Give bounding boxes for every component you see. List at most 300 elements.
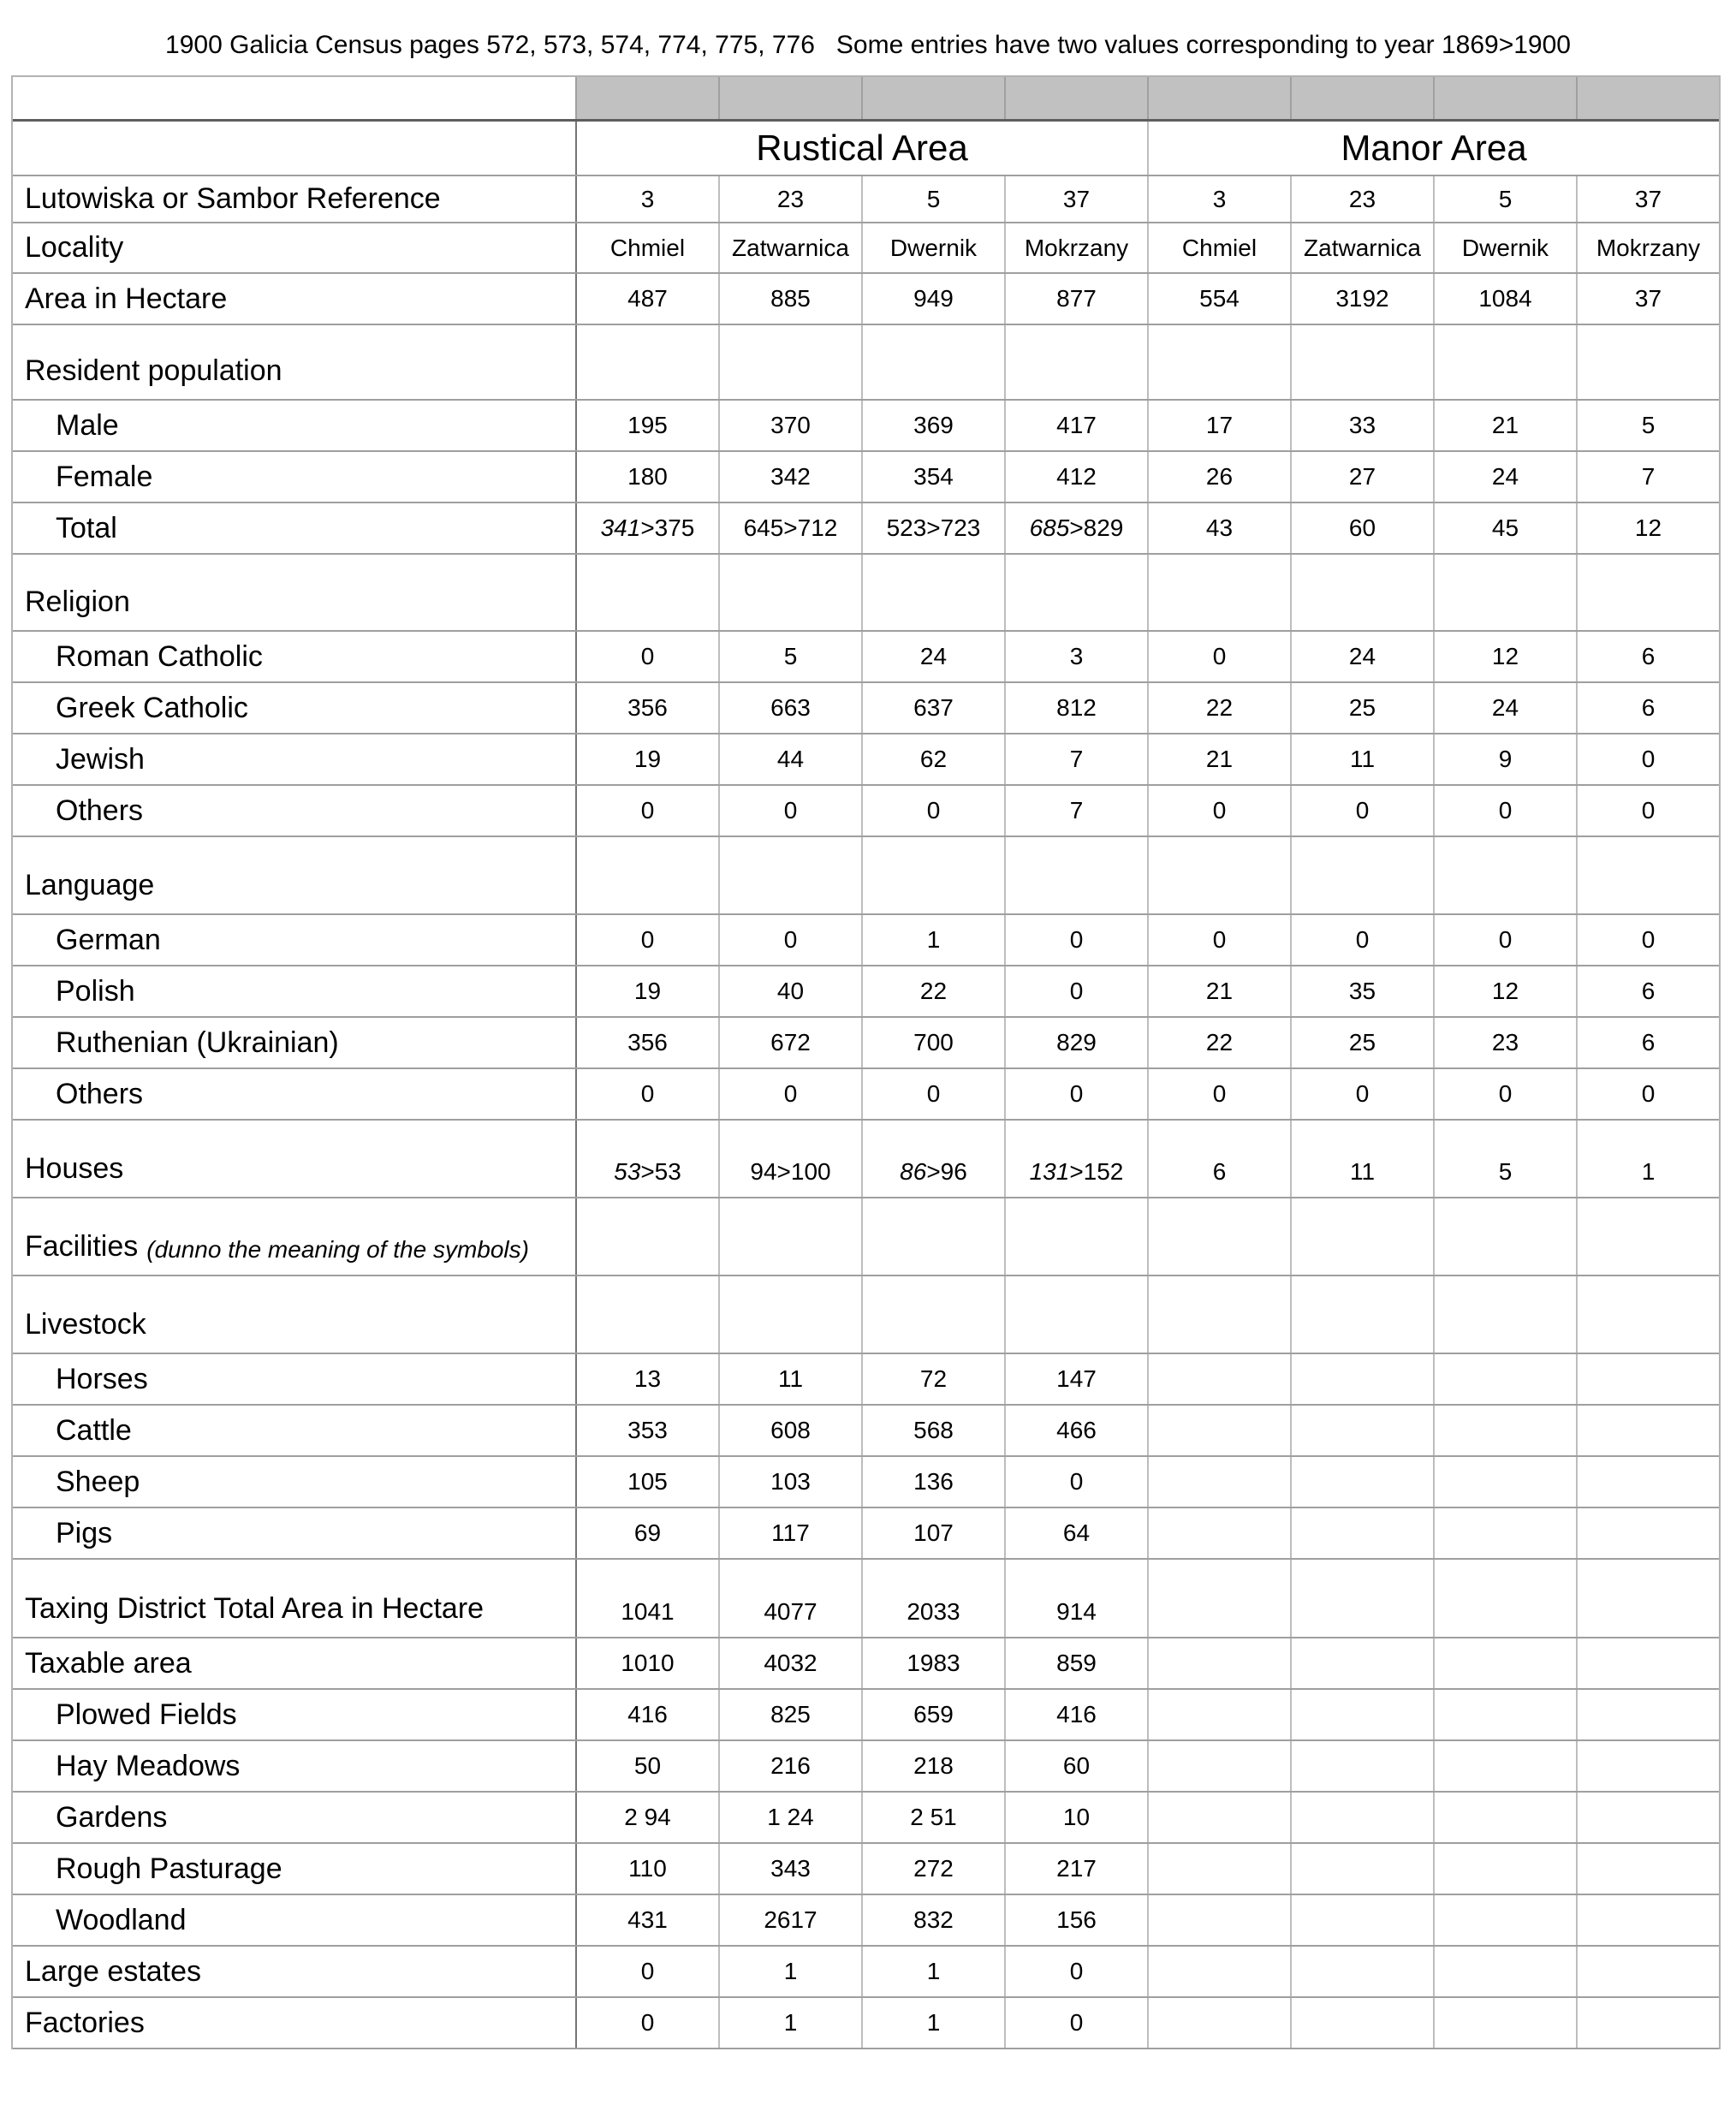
row-label: Others	[56, 794, 144, 827]
table-row-reference	[13, 176, 1719, 223]
data-cell	[1290, 1947, 1433, 1996]
cell-value: 12	[1491, 643, 1519, 669]
data-cell	[1004, 223, 1147, 272]
data-cell	[1147, 786, 1290, 835]
data-cell	[1147, 176, 1290, 222]
cell-value: 21	[1491, 412, 1519, 438]
table-row-polish	[13, 966, 1719, 1018]
cell-value: 3	[640, 185, 655, 212]
cell-value: 370	[770, 412, 811, 438]
data-cell	[575, 1947, 718, 1996]
data-cell	[861, 915, 1004, 965]
row-label-cell	[13, 915, 575, 965]
cell-value: 156	[1056, 1906, 1097, 1933]
data-cell	[1576, 837, 1719, 913]
cell-value: 0	[1212, 926, 1227, 953]
cell-value: 0	[640, 926, 655, 953]
cell-value: 0	[1355, 797, 1370, 824]
data-cell	[1433, 1069, 1576, 1119]
cell-value: 1010	[621, 1650, 675, 1676]
row-label-cell	[13, 223, 575, 272]
row-label: Lutowiska or Sambor Reference	[25, 182, 441, 215]
data-cell	[1147, 1276, 1290, 1353]
data-cell	[1576, 503, 1719, 553]
data-cell	[1433, 1741, 1576, 1791]
data-cell	[575, 176, 718, 222]
data-cell	[861, 1998, 1004, 2048]
cell-value: 216	[770, 1752, 811, 1779]
cell-value: 33	[1348, 412, 1376, 438]
data-cell	[1433, 1457, 1576, 1507]
row-label-cell	[13, 1457, 575, 1507]
table-row-german	[13, 915, 1719, 966]
table-row-livestock	[13, 1276, 1719, 1354]
data-cell	[1576, 966, 1719, 1016]
row-label: Total	[56, 511, 117, 544]
row-label: Resident population	[25, 354, 282, 387]
data-cell	[575, 1121, 718, 1197]
data-cell	[1290, 1844, 1433, 1894]
data-cell	[1147, 1638, 1290, 1688]
data-cell	[1576, 1690, 1719, 1739]
cell-value: 195	[627, 412, 668, 438]
row-label-cell	[13, 1793, 575, 1842]
cell-value: 637	[913, 694, 954, 721]
row-label: Horses	[56, 1362, 148, 1395]
data-cell	[1576, 1276, 1719, 1353]
row-label-cell	[13, 274, 575, 324]
data-cell	[718, 786, 861, 835]
row-label-cell	[13, 1895, 575, 1945]
data-cell	[1433, 1276, 1576, 1353]
table-row-ruthenian-ukrainian	[13, 1018, 1719, 1069]
cell-value: 0	[640, 1080, 655, 1107]
data-cell	[1147, 1793, 1290, 1842]
band-cell	[1147, 77, 1290, 119]
row-label-cell	[13, 734, 575, 784]
cell-value: 7	[1641, 463, 1656, 490]
cell-value: 1041	[621, 1598, 675, 1625]
group-header-manor	[1147, 122, 1719, 175]
cell-value: 3192	[1335, 285, 1389, 312]
cell-value: 685>829	[1029, 514, 1124, 541]
table-row-religion	[13, 555, 1719, 632]
data-cell	[1576, 1560, 1719, 1637]
data-cell	[1004, 1508, 1147, 1558]
data-cell	[718, 1690, 861, 1739]
data-cell	[1576, 1998, 1719, 2048]
row-label-cell	[13, 1354, 575, 1404]
cell-value: 0	[1498, 926, 1513, 953]
data-cell	[1433, 1998, 1576, 2048]
data-cell	[1147, 734, 1290, 784]
cell-value: 3	[1069, 643, 1084, 669]
cell-value: 568	[913, 1417, 954, 1443]
table-row-houses	[13, 1121, 1719, 1198]
data-cell	[1004, 966, 1147, 1016]
data-cell	[718, 966, 861, 1016]
cell-value: 6	[1212, 1158, 1227, 1185]
row-label-cell	[13, 837, 575, 913]
data-cell	[1576, 1508, 1719, 1558]
cell-value: 554	[1199, 285, 1240, 312]
data-cell	[575, 1895, 718, 1945]
row-label: Language	[25, 869, 155, 901]
cell-value: 217	[1056, 1855, 1097, 1882]
data-cell	[1433, 1947, 1576, 1996]
row-label: German	[56, 923, 161, 956]
page-title: 1900 Galicia Census pages 572, 573, 574, 774, 775, 776 Some entries have two values corresponding to year 1869>1900	[165, 31, 1571, 59]
data-cell	[1433, 734, 1576, 784]
data-cell	[861, 1560, 1004, 1637]
data-cell	[1290, 734, 1433, 784]
data-cell	[861, 1690, 1004, 1739]
data-cell	[718, 274, 861, 324]
data-cell	[1576, 786, 1719, 835]
cell-value: 2 51	[910, 1804, 957, 1830]
data-cell	[1290, 1198, 1433, 1275]
data-cell	[1147, 401, 1290, 450]
data-cell	[718, 1998, 861, 2048]
cell-value: 272	[913, 1855, 954, 1882]
data-cell	[1290, 1793, 1433, 1842]
data-cell	[1147, 1844, 1290, 1894]
cell-value: 523>723	[886, 514, 981, 541]
data-cell	[1147, 503, 1290, 553]
cell-value: 136	[913, 1468, 954, 1495]
cell-value: 5	[1498, 1158, 1513, 1185]
data-cell	[1433, 401, 1576, 450]
data-cell	[1433, 683, 1576, 733]
cell-value: 412	[1056, 463, 1097, 490]
data-cell	[575, 1406, 718, 1455]
data-cell	[1433, 632, 1576, 681]
row-label-cell	[13, 1741, 575, 1791]
data-cell	[1576, 1121, 1719, 1197]
data-cell	[1147, 1457, 1290, 1507]
data-cell	[1004, 555, 1147, 630]
data-cell	[1290, 786, 1433, 835]
data-cell	[1290, 1121, 1433, 1197]
data-cell	[718, 1198, 861, 1275]
cell-value: Zatwarnica	[732, 234, 849, 261]
cell-value: 24	[919, 643, 948, 669]
row-label: Livestock	[25, 1308, 146, 1341]
table-row-horses	[13, 1354, 1719, 1406]
cell-value: 416	[627, 1701, 668, 1727]
data-cell	[1576, 1741, 1719, 1791]
data-cell	[718, 401, 861, 450]
cell-value: 86>96	[900, 1158, 967, 1185]
data-cell	[575, 683, 718, 733]
cell-value: 608	[770, 1417, 811, 1443]
data-cell	[1576, 1406, 1719, 1455]
band-cell	[575, 77, 718, 119]
data-cell	[1576, 1069, 1719, 1119]
data-cell	[575, 1508, 718, 1558]
cell-value: 5	[926, 185, 941, 212]
data-cell	[1147, 837, 1290, 913]
data-cell	[575, 1844, 718, 1894]
data-cell	[1290, 452, 1433, 502]
cell-value: 12	[1491, 978, 1519, 1004]
data-cell	[575, 555, 718, 630]
cell-value: 5	[783, 643, 798, 669]
cell-value: 19	[633, 746, 662, 772]
data-cell	[861, 1508, 1004, 1558]
cell-value: 117	[771, 1519, 810, 1546]
cell-value: 37	[1062, 185, 1091, 212]
row-label-cell	[13, 1276, 575, 1353]
data-cell	[718, 1560, 861, 1637]
cell-value: 354	[913, 463, 954, 490]
data-cell	[861, 632, 1004, 681]
cell-value: 0	[1069, 926, 1084, 953]
data-cell	[718, 1018, 861, 1067]
data-cell	[1147, 1018, 1290, 1067]
cell-value: 94>100	[750, 1158, 831, 1185]
cell-value: 6	[1641, 1029, 1656, 1056]
data-cell	[1004, 1018, 1147, 1067]
cell-value: 53>53	[614, 1158, 681, 1185]
data-cell	[1433, 1354, 1576, 1404]
data-cell	[1004, 683, 1147, 733]
cell-value: 25	[1348, 694, 1376, 721]
data-cell	[1004, 1069, 1147, 1119]
table-row-greek-catholic	[13, 683, 1719, 734]
cell-value: 9	[1498, 746, 1513, 772]
data-cell	[1290, 915, 1433, 965]
data-cell	[575, 1638, 718, 1688]
data-cell	[1576, 1638, 1719, 1688]
cell-value: 2 94	[624, 1804, 671, 1830]
row-label-cell	[13, 1018, 575, 1067]
data-cell	[718, 452, 861, 502]
cell-value: 342	[770, 463, 811, 490]
cell-value: 6	[1641, 694, 1656, 721]
data-cell	[1004, 1895, 1147, 1945]
data-cell	[575, 1690, 718, 1739]
cell-value: 0	[926, 797, 941, 824]
cell-value: 5	[1641, 412, 1656, 438]
cell-value: 356	[627, 694, 668, 721]
data-cell	[861, 555, 1004, 630]
data-cell	[1576, 274, 1719, 324]
cell-value: Zatwarnica	[1304, 234, 1421, 261]
data-cell	[861, 1018, 1004, 1067]
cell-value: 829	[1056, 1029, 1097, 1056]
band-cell	[1290, 77, 1433, 119]
data-cell	[1576, 683, 1719, 733]
cell-value: 6	[1641, 643, 1656, 669]
cell-value: 0	[926, 1080, 941, 1107]
data-cell	[1147, 274, 1290, 324]
row-label: Female	[56, 460, 153, 493]
row-label-cell	[13, 1406, 575, 1455]
cell-value: Chmiel	[609, 234, 686, 261]
cell-value: 24	[1491, 694, 1519, 721]
data-cell	[1576, 1947, 1719, 1996]
cell-value: 21	[1205, 746, 1234, 772]
data-cell	[1576, 915, 1719, 965]
cell-value: 416	[1056, 1701, 1097, 1727]
data-cell	[1147, 1354, 1290, 1404]
row-label-cell	[13, 1121, 575, 1197]
data-cell	[718, 223, 861, 272]
table-row-female	[13, 452, 1719, 503]
cell-value: 72	[919, 1365, 948, 1392]
data-cell	[1004, 274, 1147, 324]
data-cell	[1433, 325, 1576, 399]
table-row-language	[13, 837, 1719, 915]
cell-value: 1 24	[767, 1804, 814, 1830]
data-cell	[575, 503, 718, 553]
band-cell	[1004, 77, 1147, 119]
data-cell	[1004, 452, 1147, 502]
row-label-cell	[13, 1508, 575, 1558]
cell-value: 0	[783, 1080, 798, 1107]
cell-value: 4032	[764, 1650, 817, 1676]
table-row-taxable-area	[13, 1638, 1719, 1690]
data-cell	[1433, 1121, 1576, 1197]
data-cell	[1004, 1198, 1147, 1275]
data-cell	[1147, 915, 1290, 965]
cell-value: 22	[1205, 694, 1234, 721]
data-cell	[1147, 1690, 1290, 1739]
data-cell	[1576, 1457, 1719, 1507]
data-cell	[718, 1947, 861, 1996]
data-cell	[861, 1069, 1004, 1119]
cell-value: 40	[776, 978, 805, 1004]
table-row-taxing-district-total	[13, 1560, 1719, 1638]
cell-value: 69	[633, 1519, 662, 1546]
data-cell	[1290, 837, 1433, 913]
data-cell	[1004, 1998, 1147, 2048]
data-cell	[1147, 1741, 1290, 1791]
cell-value: 23	[1491, 1029, 1519, 1056]
table-row-male	[13, 401, 1719, 452]
band-cell	[1576, 77, 1719, 119]
data-cell	[575, 1560, 718, 1637]
cell-value: 663	[770, 694, 811, 721]
data-cell	[1004, 503, 1147, 553]
data-cell	[1290, 1508, 1433, 1558]
table-row-roman-catholic	[13, 632, 1719, 683]
data-cell	[718, 176, 861, 222]
cell-value: 6	[1641, 978, 1656, 1004]
cell-value: 0	[1212, 1080, 1227, 1107]
data-cell	[1147, 1560, 1290, 1637]
row-label: Greek Catholic	[56, 691, 248, 724]
cell-value: 105	[627, 1468, 668, 1495]
data-cell	[1576, 452, 1719, 502]
data-cell	[718, 1069, 861, 1119]
cell-value: 11	[1349, 746, 1376, 772]
row-label-cell	[13, 1638, 575, 1688]
cell-value: 343	[770, 1855, 811, 1882]
data-cell	[1433, 1198, 1576, 1275]
row-label: Plowed Fields	[56, 1698, 237, 1731]
cell-value: 0	[640, 1958, 655, 1984]
cell-value: 2617	[764, 1906, 817, 1933]
cell-value: 914	[1056, 1598, 1097, 1625]
cell-value: 1983	[907, 1650, 960, 1676]
group-header-label: Rustical Area	[756, 128, 968, 168]
cell-value: 0	[1641, 746, 1656, 772]
data-cell	[861, 1121, 1004, 1197]
cell-value: 0	[783, 797, 798, 824]
data-cell	[1290, 1276, 1433, 1353]
data-cell	[1290, 223, 1433, 272]
data-cell	[1147, 1998, 1290, 2048]
row-label: Roman Catholic	[56, 639, 263, 673]
cell-value: 37	[1634, 185, 1662, 212]
data-cell	[1290, 632, 1433, 681]
cell-value: 3	[1212, 185, 1227, 212]
data-cell	[1004, 734, 1147, 784]
cell-value: 5	[1498, 185, 1513, 212]
data-cell	[1433, 915, 1576, 965]
data-cell	[1004, 1121, 1147, 1197]
data-cell	[575, 1998, 718, 2048]
row-label: Others	[56, 1077, 144, 1110]
cell-value: 25	[1348, 1029, 1376, 1056]
data-cell	[861, 1844, 1004, 1894]
data-cell	[1433, 1638, 1576, 1688]
row-label: Pigs	[56, 1516, 113, 1549]
data-cell	[1290, 1069, 1433, 1119]
row-label: Polish	[56, 974, 135, 1008]
data-cell	[861, 1406, 1004, 1455]
data-cell	[718, 1406, 861, 1455]
data-cell	[1004, 1276, 1147, 1353]
cell-value: Dwernik	[1461, 234, 1549, 261]
cell-value: 0	[1641, 797, 1656, 824]
row-label-cell	[13, 176, 575, 222]
data-cell	[718, 1121, 861, 1197]
data-cell	[1004, 1457, 1147, 1507]
data-cell	[1433, 1793, 1576, 1842]
data-cell	[718, 1844, 861, 1894]
data-cell	[575, 325, 718, 399]
cell-value: 0	[1641, 926, 1656, 953]
cell-value: 885	[770, 285, 811, 312]
table-row-woodland	[13, 1895, 1719, 1947]
row-label-cell	[13, 1844, 575, 1894]
table-row-sheep	[13, 1457, 1719, 1508]
data-cell	[575, 1198, 718, 1275]
data-cell	[718, 683, 861, 733]
data-cell	[1004, 1793, 1147, 1842]
table-row-facilities	[13, 1198, 1719, 1276]
cell-value: 0	[1069, 1468, 1084, 1495]
data-cell	[1576, 1844, 1719, 1894]
data-cell	[861, 1457, 1004, 1507]
table-row-plowed-fields	[13, 1690, 1719, 1741]
data-cell	[861, 452, 1004, 502]
cell-value: 672	[770, 1029, 811, 1056]
band-cell	[1433, 77, 1576, 119]
data-cell	[575, 1018, 718, 1067]
data-cell	[1576, 223, 1719, 272]
row-label: Hay Meadows	[56, 1749, 241, 1782]
cell-value: 353	[627, 1417, 668, 1443]
data-cell	[1290, 274, 1433, 324]
cell-value: 27	[1348, 463, 1376, 490]
cell-value: Mokrzany	[1024, 234, 1129, 261]
cell-value: 110	[628, 1855, 667, 1882]
data-cell	[1004, 401, 1147, 450]
